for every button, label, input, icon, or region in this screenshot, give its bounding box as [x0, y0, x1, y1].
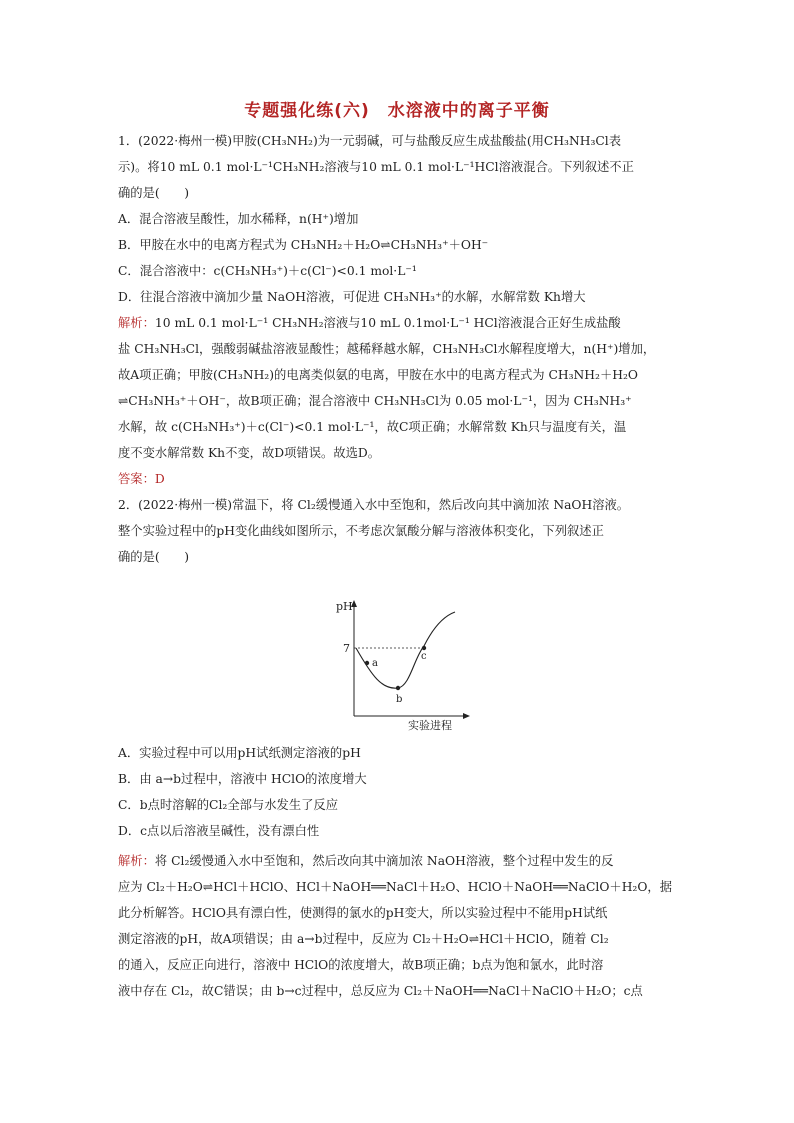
question1-line3: 确的是( )	[118, 186, 190, 200]
analysis-label: 解析：	[118, 316, 155, 330]
page-title: 专题强化练(六) 水溶液中的离子平衡	[244, 101, 550, 121]
question1-option-b: B．甲胺在水中的电离方程式为 CH₃NH₂＋H₂O⇌CH₃NH₃⁺＋OH⁻	[118, 238, 489, 252]
question1-option-d: D．往混合溶液中滴加少量 NaOH溶液，可促进 CH₃NH₃⁺的水解，水解常数 Kh增大	[118, 290, 586, 304]
point-c	[422, 646, 426, 650]
question2-option-d: D．c点以后溶液呈碱性，没有漂白性	[118, 824, 320, 838]
question2-line2: 整个实验过程中的pH变化曲线如图所示，不考虑次氯酸分解与溶液体积变化，下列叙述正	[118, 524, 604, 538]
question1-option-c: C．混合溶液中：c(CH₃NH₃⁺)＋c(Cl⁻)<0.1 mol·L⁻¹	[118, 264, 417, 278]
question1-analysis-line2: 盐 CH₃NH₃Cl，强酸弱碱盐溶液显酸性；越稀释越水解，CH₃NH₃Cl水解程度增大，n(H⁺)增加，	[118, 342, 656, 356]
point-a	[365, 661, 369, 665]
question2-analysis-line4: 测定溶液的pH，故A项错误；由 a→b过程中，反应为 Cl₂＋H₂O⇌HCl＋HClO，随着 Cl₂	[118, 932, 609, 946]
question2-option-c: C．b点时溶解的Cl₂全部与水发生了反应	[118, 798, 339, 812]
question2-option-a: A．实验过程中可以用pH试纸测定溶液的pH	[118, 746, 361, 760]
question2-line3: 确的是( )	[118, 550, 190, 564]
question1-analysis-line6: 度不变水解常数 Kh不变，故D项错误。故选D。	[118, 446, 381, 460]
x-axis-arrow	[463, 713, 470, 719]
point-b-label: b	[396, 694, 403, 705]
y-tick-7: 7	[343, 642, 350, 655]
x-axis-label: 实验进程	[408, 719, 452, 732]
question2-analysis-line6: 液中存在 Cl₂，故C错误；由 b→c过程中，总反应为 Cl₂＋NaOH══NaCl＋NaClO＋H₂O；c点	[118, 984, 643, 998]
question1-analysis-line5: 水解，故 c(CH₃NH₃⁺)＋c(Cl⁻)<0.1 mol·L⁻¹，故C项正确；水解常数 Kh只与温度有关，温	[118, 420, 627, 434]
question2-analysis-line3: 此分析解答。HClO具有漂白性，使测得的氯水的pH变大，所以实验过程中不能用pH试纸	[118, 906, 608, 920]
point-a-label: a	[372, 658, 378, 669]
ph-curve-figure	[330, 598, 470, 733]
question1-line1: 1．(2022·梅州一模)甲胺(CH₃NH₂)为一元弱碱，可与盐酸反应生成盐酸盐(用CH₃NH₃Cl表	[118, 134, 622, 148]
question2-line1: 2．(2022·梅州一模)常温下，将 Cl₂缓慢通入水中至饱和，然后改向其中滴加浓 NaOH溶液。	[118, 498, 630, 512]
question1-analysis-line4: ⇌CH₃NH₃⁺＋OH⁻，故B项正确；混合溶液中 CH₃NH₃Cl为 0.05 mol·L⁻¹，因为 CH₃NH₃⁺	[118, 394, 632, 408]
question1-analysis-line3: 故A项正确；甲胺(CH₃NH₂)的电离类似氨的电离，甲胺在水中的电离方程式为 CH₃NH₂＋H₂O	[118, 368, 638, 382]
question1-analysis-line1: 解析：10 mL 0.1 mol·L⁻¹ CH₃NH₂溶液与10 mL 0.1mol·L⁻¹ HCl溶液混合正好生成盐酸	[118, 316, 621, 330]
ph-curve	[356, 612, 455, 688]
question2-analysis-line2: 应为 Cl₂＋H₂O⇌HCl＋HClO、HCl＋NaOH══NaCl＋H₂O、HClO＋NaOH══NaClO＋H₂O，据	[118, 880, 673, 894]
question1-option-a: A．混合溶液呈酸性，加水稀释，n(H⁺)增加	[118, 212, 359, 226]
question2-analysis-line5: 的通入，反应正向进行，溶液中 HClO的浓度增大，故B项正确；b点为饱和氯水，此时溶	[118, 958, 604, 972]
y-axis-label: pH	[336, 600, 353, 613]
point-b	[396, 686, 400, 690]
analysis-label: 解析：	[118, 854, 155, 868]
question1-answer: 答案：D	[118, 472, 165, 486]
question1-line2: 示)。将10 mL 0.1 mol·L⁻¹CH₃NH₂溶液与10 mL 0.1 mol·L⁻¹HCl溶液混合。下列叙述不正	[118, 160, 634, 174]
point-c-label: c	[421, 651, 427, 662]
question2-option-b: B．由 a→b过程中，溶液中 HClO的浓度增大	[118, 772, 367, 786]
question2-analysis-line1: 解析：将 Cl₂缓慢通入水中至饱和，然后改向其中滴加浓 NaOH溶液，整个过程中发生的反	[118, 854, 614, 868]
